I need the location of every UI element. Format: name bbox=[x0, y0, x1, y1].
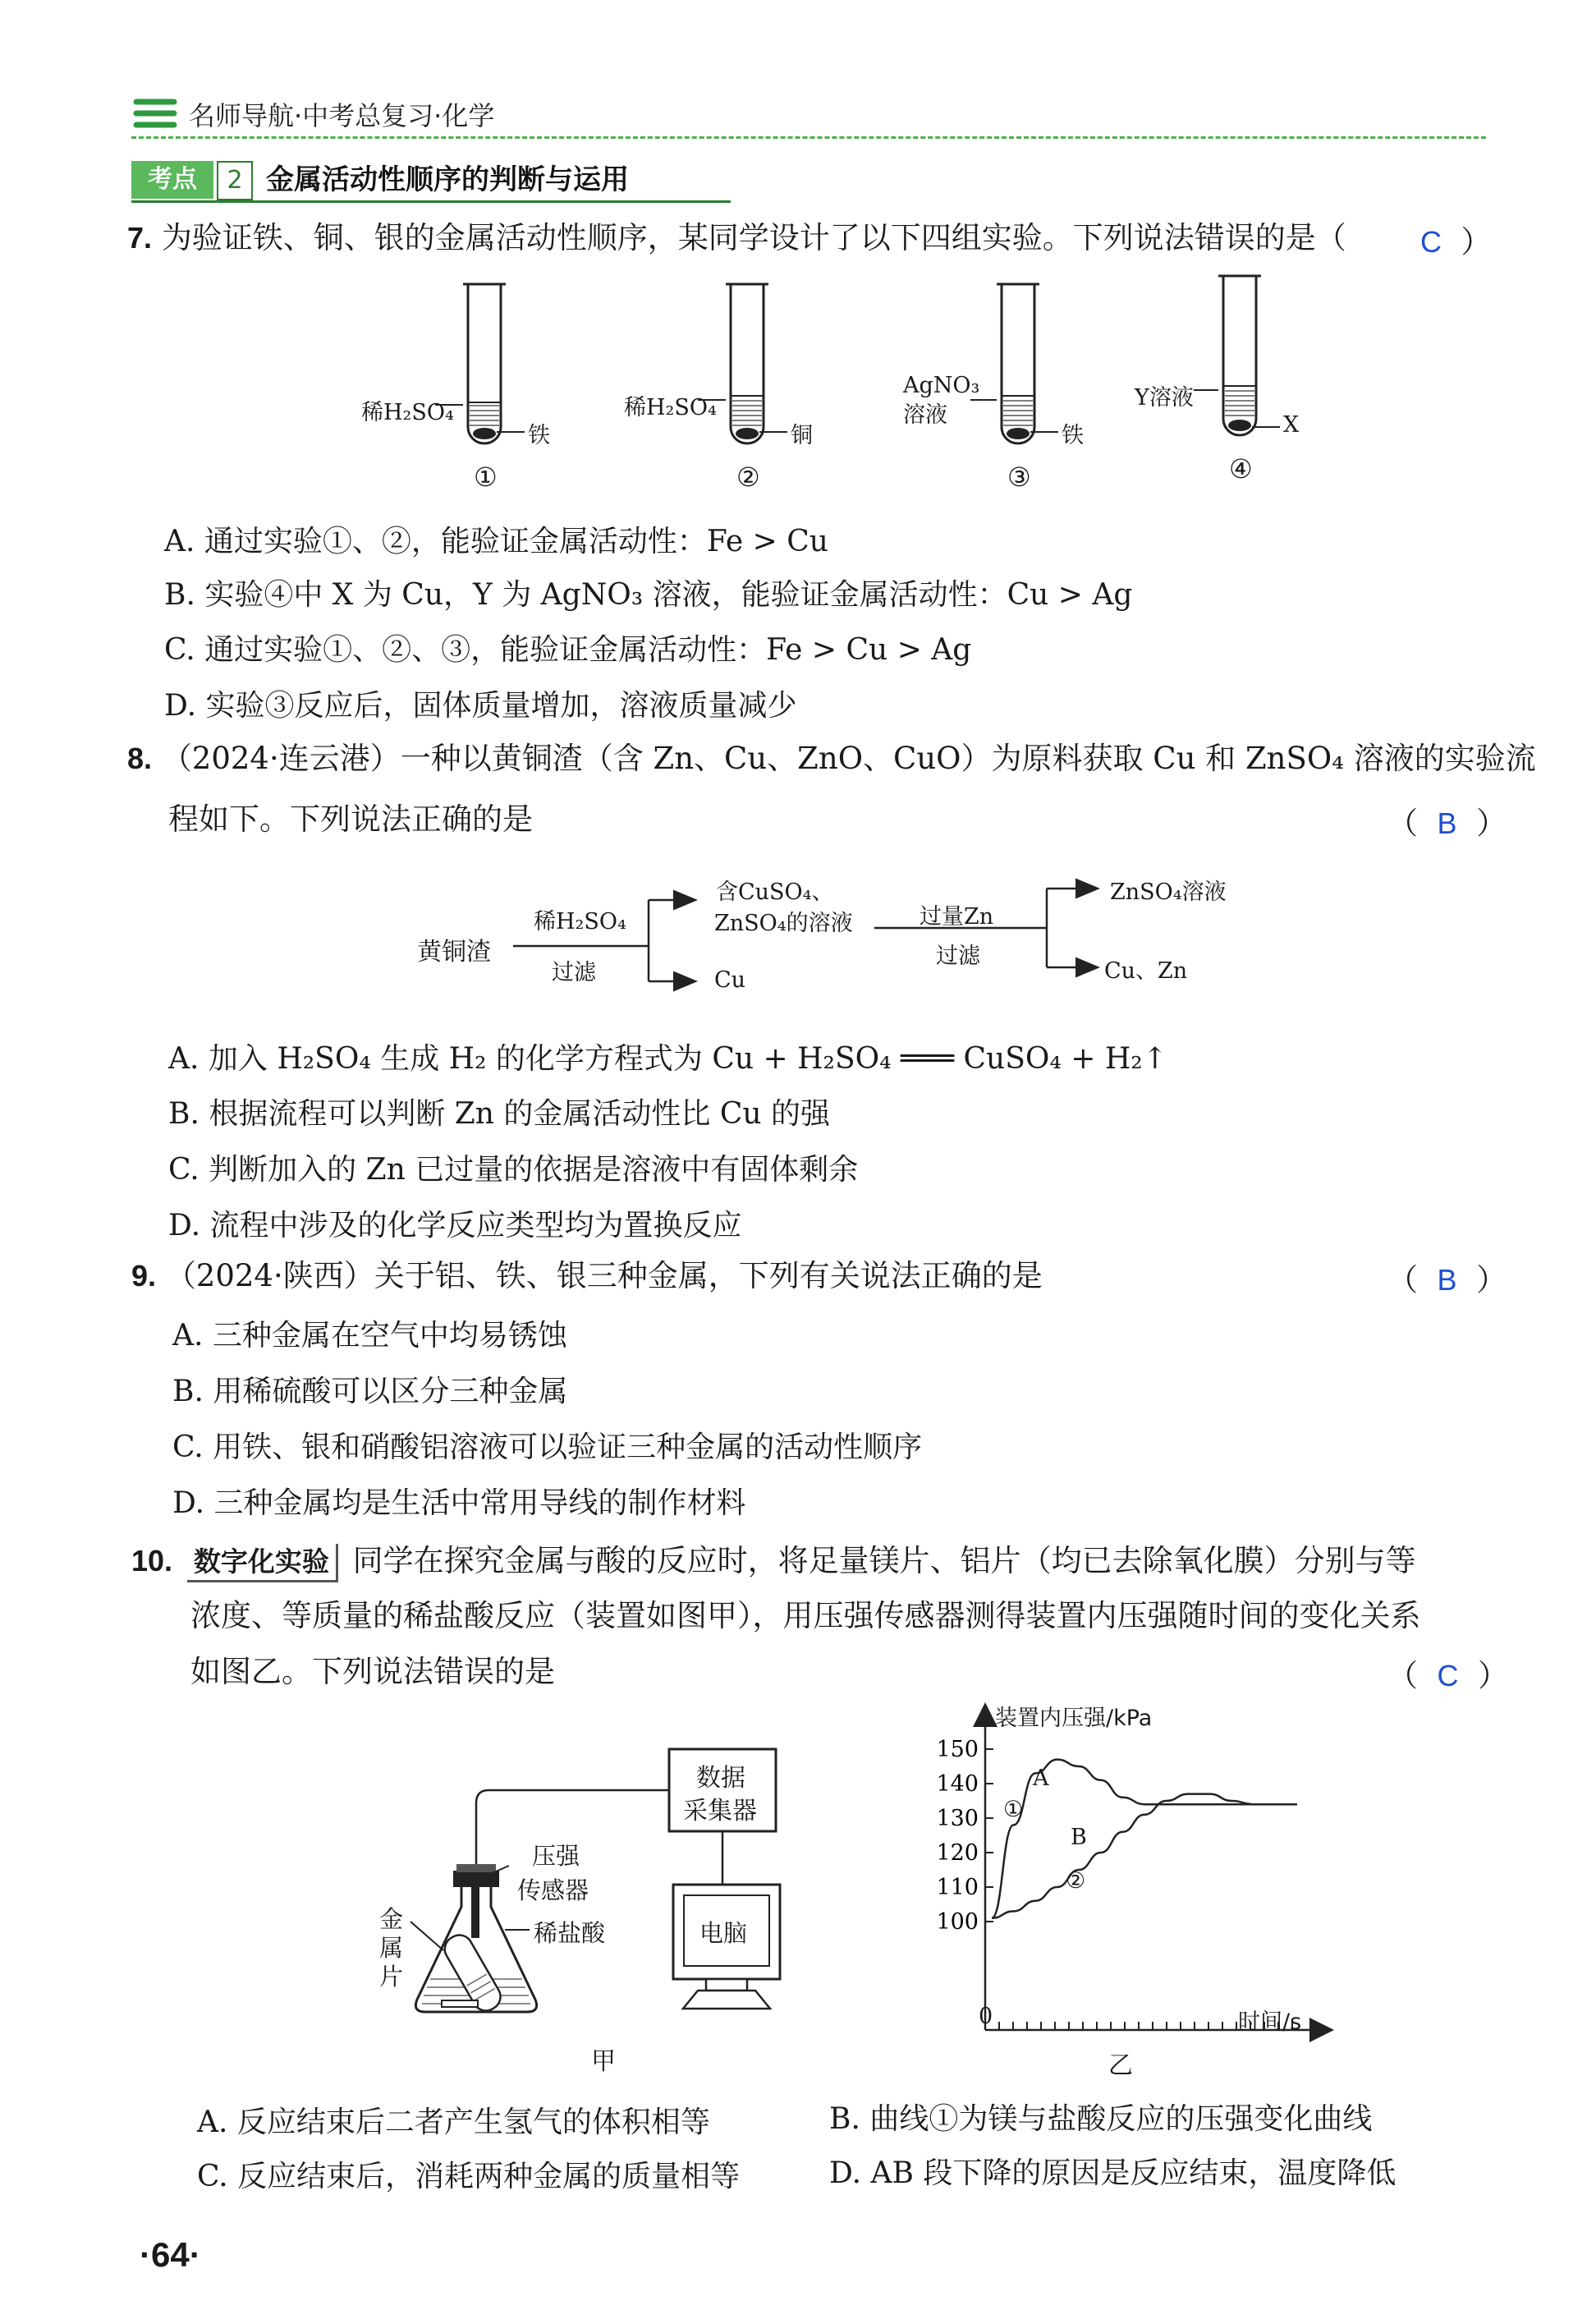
apparatus-metal-2: 属 bbox=[379, 1934, 404, 1962]
test-tube-icon bbox=[1215, 271, 1264, 443]
series-1-label: ① bbox=[1003, 1797, 1024, 1822]
q7-tube-3 bbox=[903, 279, 1100, 493]
flow-step1-top: 稀H₂SO₄ bbox=[534, 909, 626, 935]
pointer-line bbox=[497, 429, 525, 434]
q8-option-c: C. 判断加入的 Zn 已过量的依据是溶液中有固体剩余 bbox=[168, 1153, 859, 1187]
y-tick-label: 130 bbox=[936, 1806, 979, 1831]
q7-tube-4 bbox=[1125, 271, 1322, 493]
pointer-line bbox=[970, 397, 997, 402]
series-2-label: ② bbox=[1066, 1868, 1086, 1894]
page-number: ·64· bbox=[140, 2235, 201, 2274]
pointer-line bbox=[1030, 429, 1058, 434]
section-heading bbox=[131, 161, 739, 202]
flow-step2-bottom: 过滤 bbox=[936, 944, 980, 969]
chart-origin: 0 bbox=[979, 2004, 993, 2029]
pointer-line bbox=[1252, 425, 1280, 429]
q7-answer: C ） bbox=[1420, 224, 1492, 259]
q7-tube-2-mark: ② bbox=[736, 462, 760, 493]
q10-stem: 10. 数字化实验 同学在探究金属与酸的反应时，将足量镁片、铝片（均已去除氧化膜）分别与等 bbox=[131, 1540, 1416, 1582]
q7-tube-4-reagent: Y溶液 bbox=[1135, 385, 1194, 411]
section-tag: 考点 bbox=[131, 161, 213, 199]
point-a-label: A bbox=[1033, 1766, 1049, 1791]
q9-stem: 9. （2024·陕西）关于铝、铁、银三种金属，下列有关说法正确的是 bbox=[131, 1258, 1043, 1293]
pointer-line bbox=[698, 397, 726, 402]
q10-line2: 浓度、等质量的稀盐酸反应（装置如图甲），用压强传感器测得装置内压强随时间的变化关系 bbox=[190, 1598, 1421, 1633]
q10-option-d: D. AB 段下降的原因是反应结束，温度降低 bbox=[829, 2156, 1396, 2190]
q7-tube-3-mark: ③ bbox=[1007, 462, 1031, 493]
chart-ylabel: 装置内压强/kPa bbox=[995, 1706, 1153, 1731]
q7-tube-1 bbox=[361, 279, 558, 493]
q7-number: 7 bbox=[127, 221, 144, 255]
q9-option-b: B. 用稀硫酸可以区分三种金属 bbox=[172, 1375, 568, 1408]
header-logo-icon bbox=[131, 95, 179, 136]
q10-apparatus bbox=[361, 1733, 821, 2076]
y-tick-label: 110 bbox=[936, 1875, 979, 1900]
q10-option-b: B. 曲线①为镁与盐酸反应的压强变化曲线 bbox=[829, 2102, 1373, 2136]
q8-number: 8 bbox=[127, 742, 144, 775]
flow-end-top: ZnSO₄溶液 bbox=[1110, 879, 1227, 905]
q7-tube-4-metal: X bbox=[1283, 412, 1300, 438]
q7-tube-4-mark: ④ bbox=[1229, 453, 1253, 485]
q8-line1: （2024·连云港）一种以黄铜渣（含 Zn、Cu、ZnO、CuO）为原料获取 Cu 和 ZnSO₄ 溶液的实验流 bbox=[161, 741, 1536, 776]
flow-mid-top-1: 含CuSO₄、 bbox=[716, 879, 834, 905]
q8-line2: 程如下。下列说法正确的是 bbox=[168, 801, 533, 837]
section-number: 2 bbox=[217, 161, 253, 200]
y-tick-label: 100 bbox=[936, 1909, 979, 1935]
y-tick-label: 150 bbox=[936, 1737, 979, 1762]
pointer-line bbox=[759, 429, 787, 434]
q7-option-d: D. 实验③反应后，固体质量增加，溶液质量减少 bbox=[164, 689, 797, 723]
apparatus-acid: 稀盐酸 bbox=[534, 1919, 606, 1947]
apparatus-sensor-1: 压强 bbox=[532, 1842, 580, 1870]
q8-flow-diagram bbox=[410, 862, 1273, 1010]
q8-option-d: D. 流程中涉及的化学反应类型均为置换反应 bbox=[168, 1209, 742, 1242]
flow-start: 黄铜渣 bbox=[417, 938, 491, 967]
section-title: 金属活动性顺序的判断与运用 bbox=[266, 163, 629, 196]
header-title: 名师导航·中考总复习·化学 bbox=[189, 100, 495, 131]
q7-answer-letter: C bbox=[1420, 225, 1442, 259]
q8-answer: （ B ） bbox=[1387, 806, 1507, 841]
apparatus-metal-3: 片 bbox=[379, 1963, 404, 1991]
apparatus-caption: 甲 bbox=[591, 2047, 616, 2076]
apparatus-computer: 电脑 bbox=[699, 1919, 748, 1947]
q7-tube-1-reagent: 稀H₂SO₄ bbox=[361, 400, 454, 425]
chart-xlabel: 时间/s bbox=[1238, 2009, 1302, 2035]
q9-option-d: D. 三种金属均是生活中常用导线的制作材料 bbox=[172, 1486, 746, 1520]
q10-option-c: C. 反应结束后，消耗两种金属的质量相等 bbox=[197, 2160, 741, 2193]
q7-tube-2-reagent: 稀H₂SO₄ bbox=[624, 395, 717, 420]
apparatus-metal-1: 金 bbox=[379, 1905, 404, 1933]
q9-option-c: C. 用铁、银和硝酸铝溶液可以验证三种金属的活动性顺序 bbox=[172, 1431, 923, 1464]
flow-step1-bottom: 过滤 bbox=[552, 960, 596, 985]
q10-graph bbox=[887, 1700, 1346, 2080]
q7-tube-2-metal: 铜 bbox=[791, 423, 813, 448]
apparatus-drawing bbox=[361, 1733, 821, 2061]
y-tick-label: 140 bbox=[936, 1771, 979, 1797]
header bbox=[131, 92, 1486, 141]
point-b-label: B bbox=[1071, 1825, 1087, 1850]
q7-tube-1-metal: 铁 bbox=[528, 423, 550, 448]
q8-answer-letter: B bbox=[1437, 806, 1457, 840]
series-line-2 bbox=[992, 1794, 1297, 1918]
q10-number: 10 bbox=[131, 1544, 165, 1578]
flow-mid-bottom: Cu bbox=[714, 967, 746, 993]
q7-tube-1-mark: ① bbox=[474, 462, 498, 493]
q9-text: （2024·陕西）关于铝、铁、银三种金属，下列有关说法正确的是 bbox=[165, 1258, 1043, 1293]
apparatus-sensor-2: 传感器 bbox=[517, 1876, 589, 1904]
q10-line1: 同学在探究金属与酸的反应时，将足量镁片、铝片（均已去除氧化膜）分别与等 bbox=[352, 1543, 1416, 1578]
q7-option-c: C. 通过实验①、②、③，能验证金属活动性：Fe > Cu > Ag bbox=[164, 633, 972, 667]
y-tick-label: 120 bbox=[936, 1840, 979, 1866]
q7-option-a: A. 通过实验①、②，能验证金属活动性：Fe > Cu bbox=[164, 525, 828, 558]
apparatus-collector-2: 采集器 bbox=[683, 1797, 757, 1825]
apparatus-collector-1: 数据 bbox=[696, 1764, 745, 1793]
q7-option-b: B. 实验④中 X 为 Cu，Y 为 AgNO₃ 溶液，能验证金属活动性：Cu > Ag bbox=[164, 578, 1133, 612]
graph-caption: 乙 bbox=[1108, 2051, 1133, 2080]
q10-tag: 数字化实验 bbox=[187, 1544, 338, 1582]
test-tube-icon bbox=[460, 279, 509, 452]
q9-number: 9 bbox=[131, 1259, 149, 1293]
q8-option-a: A. 加入 H₂SO₄ 生成 H₂ 的化学方程式为 Cu + H₂SO₄ ═══ CuSO₄ + H₂↑ bbox=[168, 1042, 1167, 1076]
header-divider bbox=[131, 136, 1486, 139]
q7-text: 为验证铁、铜、银的金属活动性顺序，某同学设计了以下四组实验。下列说法错误的是（ bbox=[161, 220, 1346, 255]
pointer-line bbox=[1194, 388, 1218, 393]
q10-answer: （ C ） bbox=[1387, 1658, 1509, 1693]
test-tube-icon bbox=[993, 279, 1043, 452]
q7-tube-2 bbox=[624, 279, 821, 493]
test-tube-icon bbox=[722, 279, 772, 452]
q8-option-b: B. 根据流程可以判断 Zn 的金属活动性比 Cu 的强 bbox=[168, 1097, 831, 1131]
flow-mid-top-2: ZnSO₄的溶液 bbox=[714, 911, 853, 936]
flow-step2-top: 过量Zn bbox=[920, 904, 994, 930]
q10-option-a: A. 反应结束后二者产生氢气的体积相等 bbox=[197, 2106, 710, 2139]
q10-line3: 如图乙。下列说法错误的是 bbox=[190, 1654, 555, 1689]
section-underline bbox=[131, 200, 731, 203]
q10-answer-letter: C bbox=[1437, 1659, 1459, 1692]
q7-tube-3-metal: 铁 bbox=[1062, 423, 1084, 448]
q9-option-a: A. 三种金属在空气中均易锈蚀 bbox=[172, 1319, 567, 1352]
flow-end-bottom: Cu、Zn bbox=[1104, 958, 1188, 984]
q8-stem: 8. （2024·连云港）一种以黄铜渣（含 Zn、Cu、ZnO、CuO）为原料获取 Cu 和 ZnSO₄ 溶液的实验流 bbox=[127, 741, 1536, 776]
q7-stem: 7. 为验证铁、铜、银的金属活动性顺序，某同学设计了以下四组实验。下列说法错误的是（ bbox=[127, 220, 1346, 255]
q7-tube-3-reagent: AgNO₃溶液 bbox=[903, 373, 980, 428]
q9-answer: （ B ） bbox=[1387, 1262, 1507, 1297]
q9-answer-letter: B bbox=[1437, 1263, 1457, 1297]
pointer-line bbox=[435, 402, 463, 407]
